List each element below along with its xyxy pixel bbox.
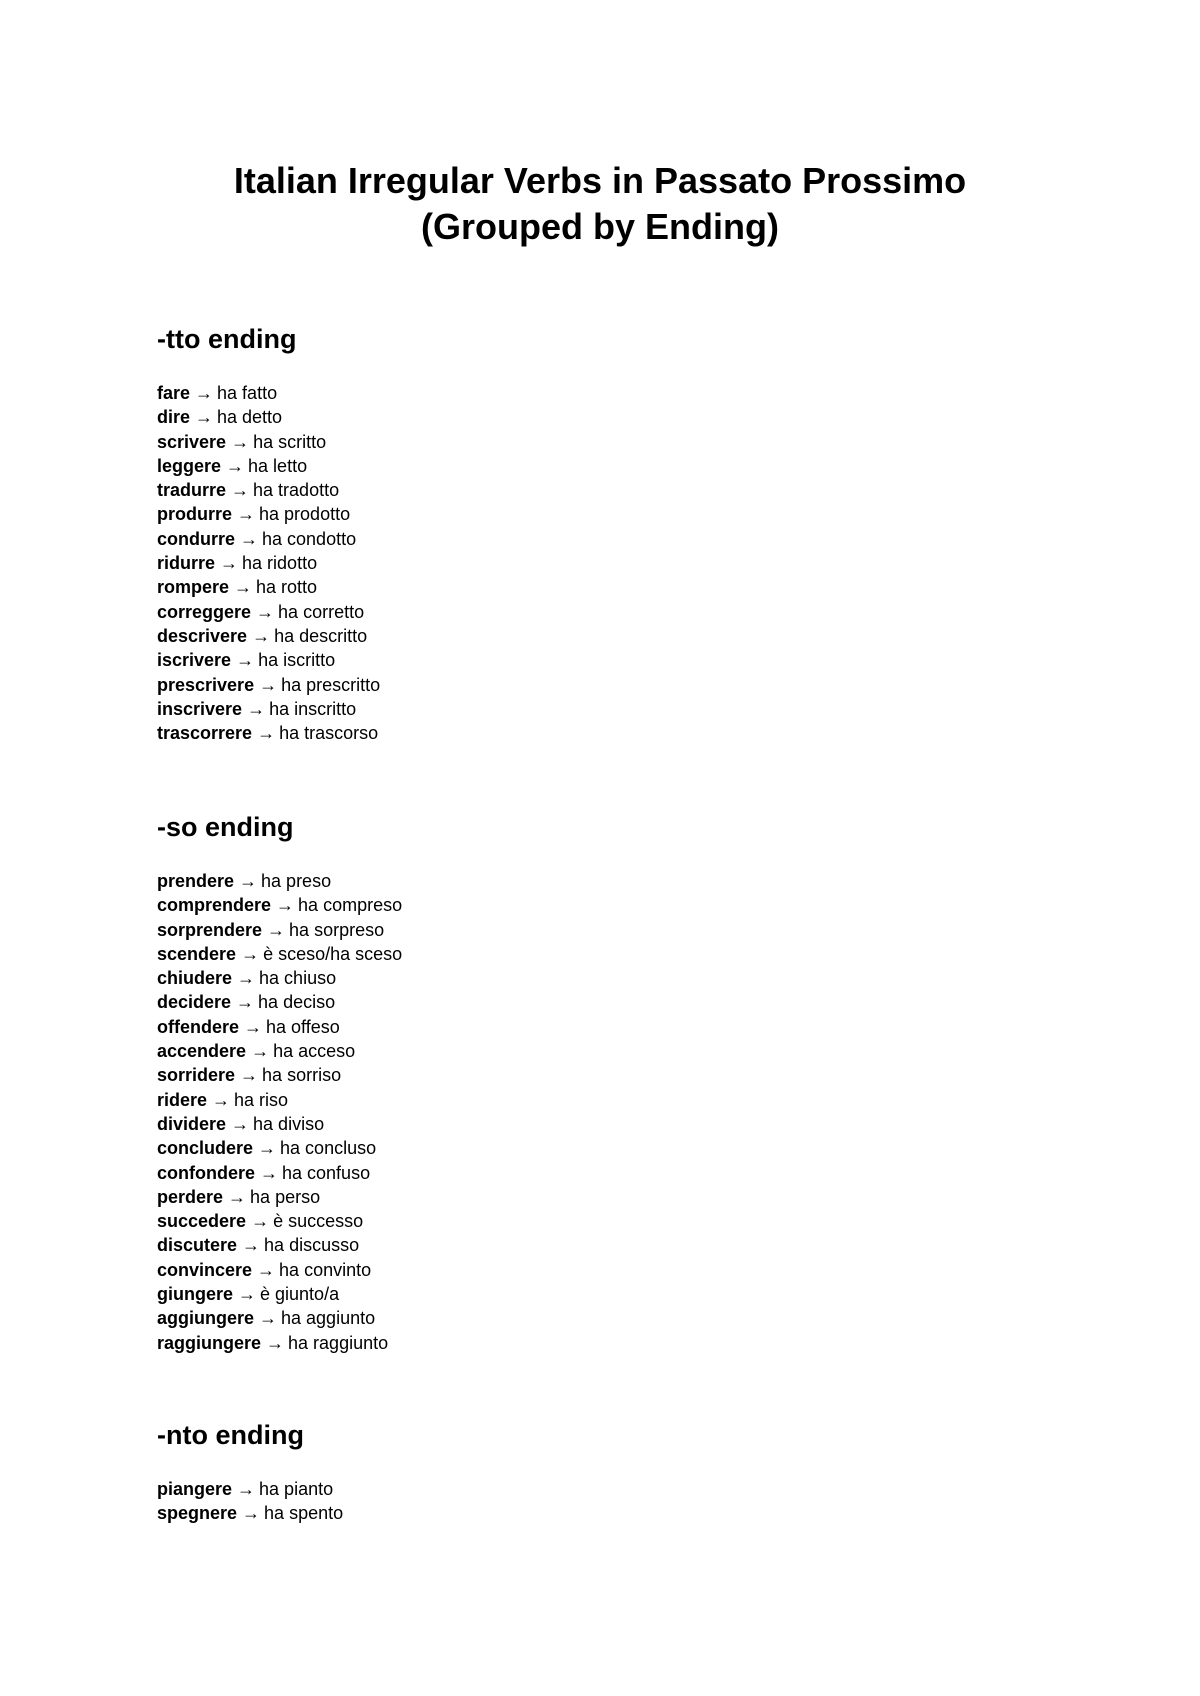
verb-infinitive: trascorrere (157, 723, 253, 744)
verb-participle: ha descritto (274, 625, 368, 646)
arrow-icon: → (231, 431, 250, 452)
verb-row (157, 478, 1057, 502)
verb-participle: è sceso/ha sceso (263, 943, 403, 964)
verb-list (157, 1477, 1057, 1526)
arrow-icon: → (226, 455, 245, 476)
verb-participle: ha detto (217, 407, 283, 428)
verb-infinitive: dividere (157, 1113, 227, 1134)
verb-row (157, 1039, 1057, 1063)
arrow-icon: → (228, 1186, 247, 1207)
verb-row (157, 551, 1057, 575)
arrow-icon: → (237, 1479, 256, 1499)
verb-participle: ha fatto (217, 383, 278, 403)
verb-participle: ha aggiunto (281, 1308, 376, 1329)
title-line-1: Italian Irregular Verbs in Passato Prossimo (233, 160, 967, 201)
verb-row (157, 673, 1057, 697)
verb-infinitive: leggere (157, 455, 222, 476)
verb-participle: ha inscritto (269, 698, 357, 719)
verb-participle: ha raggiunto (288, 1332, 389, 1353)
verb-participle: ha pianto (259, 1479, 334, 1499)
arrow-icon: → (231, 480, 250, 501)
verb-infinitive: correggere (157, 601, 252, 622)
arrow-icon: → (251, 1211, 270, 1232)
verb-infinitive: raggiungere (157, 1332, 262, 1353)
arrow-icon: → (237, 504, 256, 525)
verb-infinitive: comprendere (157, 895, 272, 916)
verb-infinitive: ridurre (157, 553, 216, 574)
arrow-icon: → (252, 625, 271, 646)
section-heading: -nto ending (157, 1420, 304, 1450)
verb-infinitive: spegnere (157, 1503, 238, 1524)
verb-row (157, 942, 1057, 966)
verb-participle: ha rotto (256, 577, 318, 598)
verb-infinitive: tradurre (157, 480, 227, 501)
verb-infinitive: concludere (157, 1138, 254, 1159)
arrow-icon: → (247, 698, 266, 719)
verb-row (157, 1161, 1057, 1185)
verb-infinitive: scendere (157, 943, 237, 964)
section-heading: -tto ending (157, 324, 297, 354)
section-nto-ending (157, 1418, 1057, 1526)
verb-infinitive: dire (157, 407, 191, 428)
verb-infinitive: confondere (157, 1162, 256, 1183)
arrow-icon: → (244, 1016, 263, 1037)
verb-list (157, 869, 1057, 1355)
arrow-icon: → (258, 1138, 277, 1159)
verb-row (157, 918, 1057, 942)
verb-row (157, 1136, 1057, 1160)
verb-row (157, 527, 1057, 551)
verb-infinitive: piangere (157, 1479, 233, 1499)
verb-infinitive: accendere (157, 1041, 247, 1062)
verb-participle: ha riso (234, 1089, 289, 1110)
arrow-icon: → (256, 601, 275, 622)
verb-row (157, 721, 1057, 745)
arrow-icon: → (267, 919, 286, 940)
arrow-icon: → (240, 528, 259, 549)
arrow-icon: → (231, 1113, 250, 1134)
verb-participle: ha diviso (253, 1113, 325, 1134)
arrow-icon: → (260, 1162, 279, 1183)
verb-row (157, 869, 1057, 893)
verb-row (157, 966, 1057, 990)
verb-participle: ha trascorso (279, 723, 379, 744)
verb-participle: ha sorpreso (289, 919, 385, 940)
arrow-icon: → (251, 1041, 270, 1062)
arrow-icon: → (241, 943, 260, 964)
arrow-icon: → (220, 553, 239, 574)
verb-infinitive: rompere (157, 577, 230, 598)
verb-participle: ha confuso (282, 1162, 371, 1183)
verb-infinitive: descrivere (157, 625, 248, 646)
verb-participle: ha compreso (298, 895, 403, 916)
arrow-icon: → (195, 383, 214, 403)
verb-row (157, 1209, 1057, 1233)
verb-participle: ha prodotto (259, 504, 351, 525)
verb-row (157, 430, 1057, 454)
verb-infinitive: convincere (157, 1259, 253, 1280)
verb-infinitive: fare (157, 383, 191, 403)
arrow-icon: → (257, 1259, 276, 1280)
verb-participle: ha perso (250, 1186, 321, 1207)
verb-participle: ha spento (264, 1503, 344, 1524)
verb-row (157, 1306, 1057, 1330)
verb-infinitive: iscrivere (157, 650, 232, 671)
verb-infinitive: sorprendere (157, 919, 263, 940)
verb-participle: ha sorriso (262, 1065, 342, 1086)
verb-row (157, 454, 1057, 478)
arrow-icon: → (266, 1332, 285, 1353)
verb-row (157, 502, 1057, 526)
section-so-ending (157, 810, 1057, 1355)
section-tto-ending (157, 322, 1057, 745)
verb-row (157, 893, 1057, 917)
verb-participle: ha tradotto (253, 480, 340, 501)
arrow-icon: → (238, 1284, 257, 1305)
verb-row (157, 1112, 1057, 1136)
verb-participle: ha preso (261, 871, 332, 891)
verb-row (157, 1501, 1057, 1525)
verb-participle: è giunto/a (260, 1284, 340, 1305)
section-heading: -so ending (157, 812, 294, 842)
verb-participle: ha letto (248, 455, 308, 476)
verb-row (157, 990, 1057, 1014)
verb-infinitive: offendere (157, 1016, 240, 1037)
verb-row (157, 600, 1057, 624)
verb-row (157, 381, 1057, 405)
page-title (0, 158, 1200, 250)
verb-infinitive: prendere (157, 871, 235, 891)
verb-infinitive: decidere (157, 992, 232, 1013)
verb-participle: ha offeso (266, 1016, 340, 1037)
verb-infinitive: perdere (157, 1186, 224, 1207)
verb-participle: è successo (273, 1211, 364, 1232)
verb-participle: ha corretto (278, 601, 365, 622)
verb-participle: ha condotto (262, 528, 357, 549)
title-line-2: (Grouped by Ending) (421, 206, 779, 247)
verb-infinitive: discutere (157, 1235, 238, 1256)
arrow-icon: → (259, 674, 278, 695)
verb-row (157, 1258, 1057, 1282)
verb-list (157, 381, 1057, 745)
verb-row (157, 405, 1057, 429)
verb-row (157, 1233, 1057, 1257)
verb-participle: ha acceso (273, 1041, 356, 1062)
verb-participle: ha chiuso (259, 968, 337, 989)
verb-infinitive: aggiungere (157, 1308, 255, 1329)
arrow-icon: → (276, 895, 295, 916)
verb-row (157, 648, 1057, 672)
arrow-icon: → (195, 407, 214, 428)
arrow-icon: → (234, 577, 253, 598)
arrow-icon: → (239, 871, 258, 891)
verb-participle: ha prescritto (281, 674, 381, 695)
arrow-icon: → (259, 1308, 278, 1329)
verb-infinitive: condurre (157, 528, 236, 549)
verb-infinitive: inscrivere (157, 698, 243, 719)
arrow-icon: → (240, 1065, 259, 1086)
verb-row (157, 1088, 1057, 1112)
arrow-icon: → (242, 1503, 261, 1524)
verb-infinitive: scrivere (157, 431, 227, 452)
verb-participle: ha discusso (264, 1235, 360, 1256)
verb-infinitive: succedere (157, 1211, 247, 1232)
verb-row (157, 697, 1057, 721)
verb-row (157, 1185, 1057, 1209)
verb-infinitive: prescrivere (157, 674, 255, 695)
verb-infinitive: giungere (157, 1284, 234, 1305)
verb-row (157, 624, 1057, 648)
verb-infinitive: ridere (157, 1089, 208, 1110)
verb-infinitive: chiudere (157, 968, 233, 989)
verb-participle: ha iscritto (258, 650, 336, 671)
verb-infinitive: produrre (157, 504, 233, 525)
verb-participle: ha convinto (279, 1259, 372, 1280)
arrow-icon: → (212, 1089, 231, 1110)
verb-participle: ha ridotto (242, 553, 318, 574)
arrow-icon: → (237, 968, 256, 989)
arrow-icon: → (236, 650, 255, 671)
verb-row (157, 1331, 1057, 1355)
arrow-icon: → (236, 992, 255, 1013)
verb-participle: ha scritto (253, 431, 327, 452)
arrow-icon: → (257, 723, 276, 744)
verb-row (157, 575, 1057, 599)
verb-participle: ha concluso (280, 1138, 377, 1159)
verb-row (157, 1015, 1057, 1039)
verb-participle: ha deciso (258, 992, 336, 1013)
verb-row (157, 1063, 1057, 1087)
verb-row (157, 1477, 1057, 1501)
arrow-icon: → (242, 1235, 261, 1256)
verb-infinitive: sorridere (157, 1065, 236, 1086)
verb-row (157, 1282, 1057, 1306)
